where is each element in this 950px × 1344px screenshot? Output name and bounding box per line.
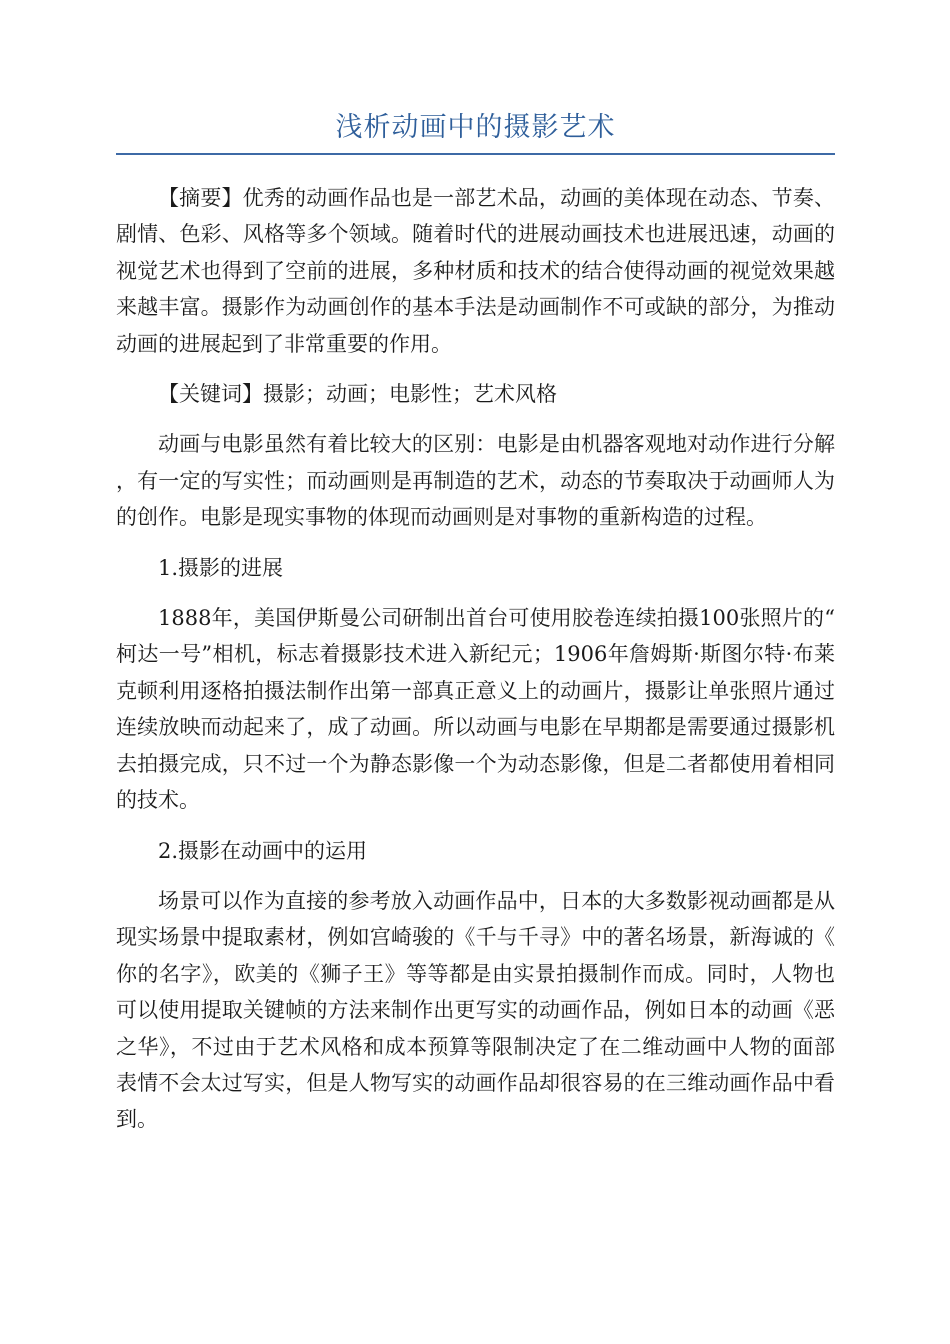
body-paragraph: 1888年，美国伊斯曼公司研制出首台可使用胶卷连续拍摄100张照片的“柯达一号”相机，标志着摄影技术进入新纪元；1906年詹姆斯·斯图尔特·布莱克顿利用逐格拍摄法制作出第一部真正意义上的动画片，摄影让单张照片通过连续放映而动起来了，成了动画。所以动画与电影在早期都是需要通过摄影机去拍摄完成，只不过一个为静态影像一个为动态影像，但是二者都使用着相同的技术。 <box>116 606 835 813</box>
body-paragraph: 场景可以作为直接的参考放入动画作品中，日本的大多数影视动画都是从现实场景中提取素材，例如宫崎骏的《千与千寻》中的著名场景，新海诚的《你的名字》，欧美的《狮子王》等等都是由实景拍摄制作而成。同时，人物也可以使用提取关键帧的方法来制作出更写实的动画作品，例如日本的动画《恶之华》，不过由于艺术风格和成本预算等限制决定了在二维动画中人物的面部表情不会太过写实，但是人物写实的动画作品却很容易的在三维动画作品中看到。 <box>116 888 835 1132</box>
section-heading: 2.摄影在动画中的运用 <box>158 838 368 863</box>
body-paragraph: 动画与电影虽然有着比较大的区别：电影是由机器客观地对动作进行分解，有一定的写实性；而动画则是再制造的艺术，动态的节奏取决于动画师人为的创作。电影是现实事物的体现而动画则是对事物的重新构造的过程。 <box>116 432 835 530</box>
abstract-paragraph: 【摘要】优秀的动画作品也是一部艺术品，动画的美体现在动态、节奏、剧情、色彩、风格等多个领域。随着时代的进展动画技术也进展迅速，动画的视觉艺术也得到了空前的进展，多种材质和技术的结合使得动画的视觉效果越来越丰富。摄影作为动画创作的基本手法是动画制作不可或缺的部分，为推动动画的进展起到了非常重要的作用。 <box>116 186 835 356</box>
section-heading: 1.摄影的进展 <box>158 555 284 580</box>
document-body <box>116 180 835 1152</box>
title-underline <box>116 153 835 155</box>
document-title: 浅析动画中的摄影艺术 <box>335 112 616 143</box>
keywords-paragraph: 【关键词】摄影；动画；电影性；艺术风格 <box>158 382 557 407</box>
